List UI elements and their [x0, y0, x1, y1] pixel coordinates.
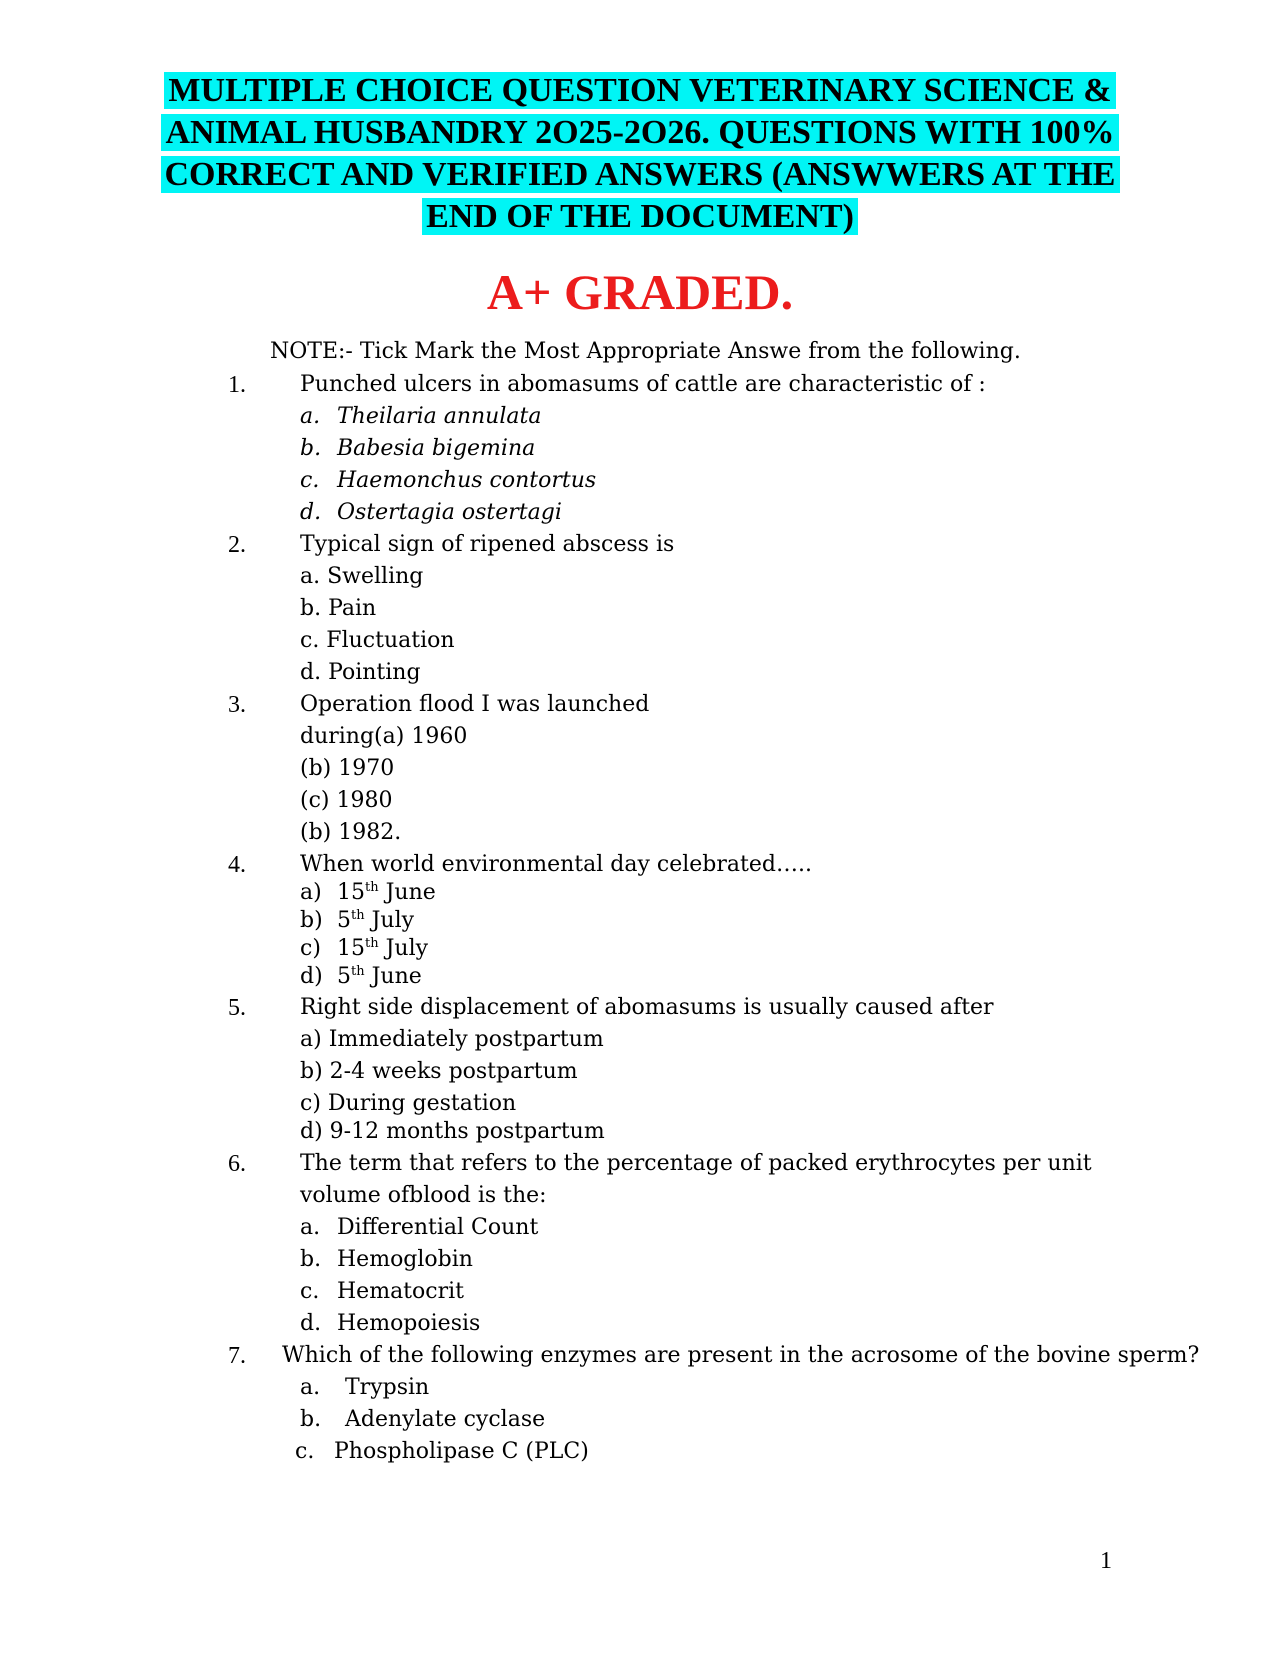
- option-label: c): [300, 936, 321, 961]
- question-number: 5.: [228, 995, 246, 1021]
- question-number: 6.: [228, 1151, 246, 1177]
- option-text: a. Swelling: [300, 564, 424, 589]
- question-text: Right side displacement of abomasums is usually caused after: [300, 995, 994, 1020]
- option-label: a.: [300, 1375, 321, 1400]
- title-line-3: CORRECT AND VERIFIED ANSWERS (ANSWWERS AT THE: [0, 154, 1280, 196]
- option-text: Adenylate cyclase: [345, 1407, 546, 1432]
- question-text: When world environmental day celebrated…..: [300, 852, 812, 877]
- option-label: b.: [300, 1407, 322, 1432]
- option-label: b): [300, 908, 323, 933]
- option-label: c.: [300, 1279, 320, 1304]
- option-text: Hemopoiesis: [337, 1311, 481, 1336]
- option-label: b.: [300, 1247, 322, 1272]
- question-text: Punched ulcers in abomasums of cattle are characteristic of :: [300, 372, 986, 397]
- option-label: c.: [300, 468, 320, 493]
- question-text: Which of the following enzymes are present in the acrosome of the bovine sperm?: [282, 1343, 1200, 1368]
- page-number: 1: [1100, 1548, 1112, 1574]
- option-text: (b) 1970: [300, 756, 395, 781]
- note-text: NOTE:- Tick Mark the Most Appropriate Answe from the following.: [270, 339, 1021, 364]
- option-text: (c) 1980: [300, 788, 393, 813]
- option-label: c.: [295, 1439, 315, 1464]
- option-text: d) 9-12 months postpartum: [300, 1119, 605, 1144]
- question-number: 7.: [228, 1343, 246, 1369]
- option-text: 15th June: [337, 880, 436, 905]
- title-line-2: ANIMAL HUSBANDRY 2O25-2O26. QUESTIONS WITH 100%: [0, 112, 1280, 154]
- question-number: 3.: [228, 692, 246, 718]
- question-text: The term that refers to the percentage of packed erythrocytes per unit: [300, 1151, 1092, 1176]
- option-text: Hemoglobin: [337, 1247, 473, 1272]
- grade-heading: A+ GRADED.: [486, 264, 794, 320]
- option-text: c. Fluctuation: [300, 628, 455, 653]
- option-text: Hematocrit: [337, 1279, 464, 1304]
- question-number: 1.: [228, 372, 246, 398]
- title-line-1: MULTIPLE CHOICE QUESTION VETERINARY SCIENCE &: [0, 70, 1280, 112]
- option-text: a) Immediately postpartum: [300, 1027, 604, 1052]
- option-text: Theilaria annulata: [337, 404, 542, 429]
- option-text: Phospholipase C (PLC): [334, 1439, 589, 1464]
- question-text: Operation flood I was launched: [300, 692, 650, 717]
- option-label: d.: [300, 1311, 322, 1336]
- option-text: 15th July: [337, 936, 429, 961]
- option-text: Differential Count: [337, 1215, 539, 1240]
- option-text: (b) 1982.: [300, 820, 402, 845]
- option-label: d): [300, 964, 323, 989]
- option-label: a.: [300, 404, 321, 429]
- option-label: d.: [300, 500, 322, 525]
- option-label: a): [300, 880, 322, 905]
- option-text: b) 2-4 weeks postpartum: [300, 1059, 578, 1084]
- option-text: Haemonchus contortus: [337, 468, 597, 493]
- option-text: Trypsin: [345, 1375, 430, 1400]
- option-text: 5th July: [337, 908, 415, 933]
- question-number: 4.: [228, 852, 246, 878]
- option-label: b.: [300, 436, 322, 461]
- question-text: Typical sign of ripened abscess is: [300, 532, 675, 557]
- option-text: b. Pain: [300, 596, 377, 621]
- option-text: 5th June: [337, 964, 422, 989]
- option-label: a.: [300, 1215, 321, 1240]
- option-text: c) During gestation: [300, 1091, 517, 1116]
- title-line-4: END OF THE DOCUMENT): [0, 196, 1280, 238]
- question-number: 2.: [228, 532, 246, 558]
- option-text: during(a) 1960: [300, 724, 468, 749]
- option-text: d. Pointing: [300, 660, 421, 685]
- question-text-continued: volume ofblood is the:: [300, 1183, 547, 1208]
- option-text: Babesia bigemina: [337, 436, 536, 461]
- option-text: Ostertagia ostertagi: [337, 500, 562, 525]
